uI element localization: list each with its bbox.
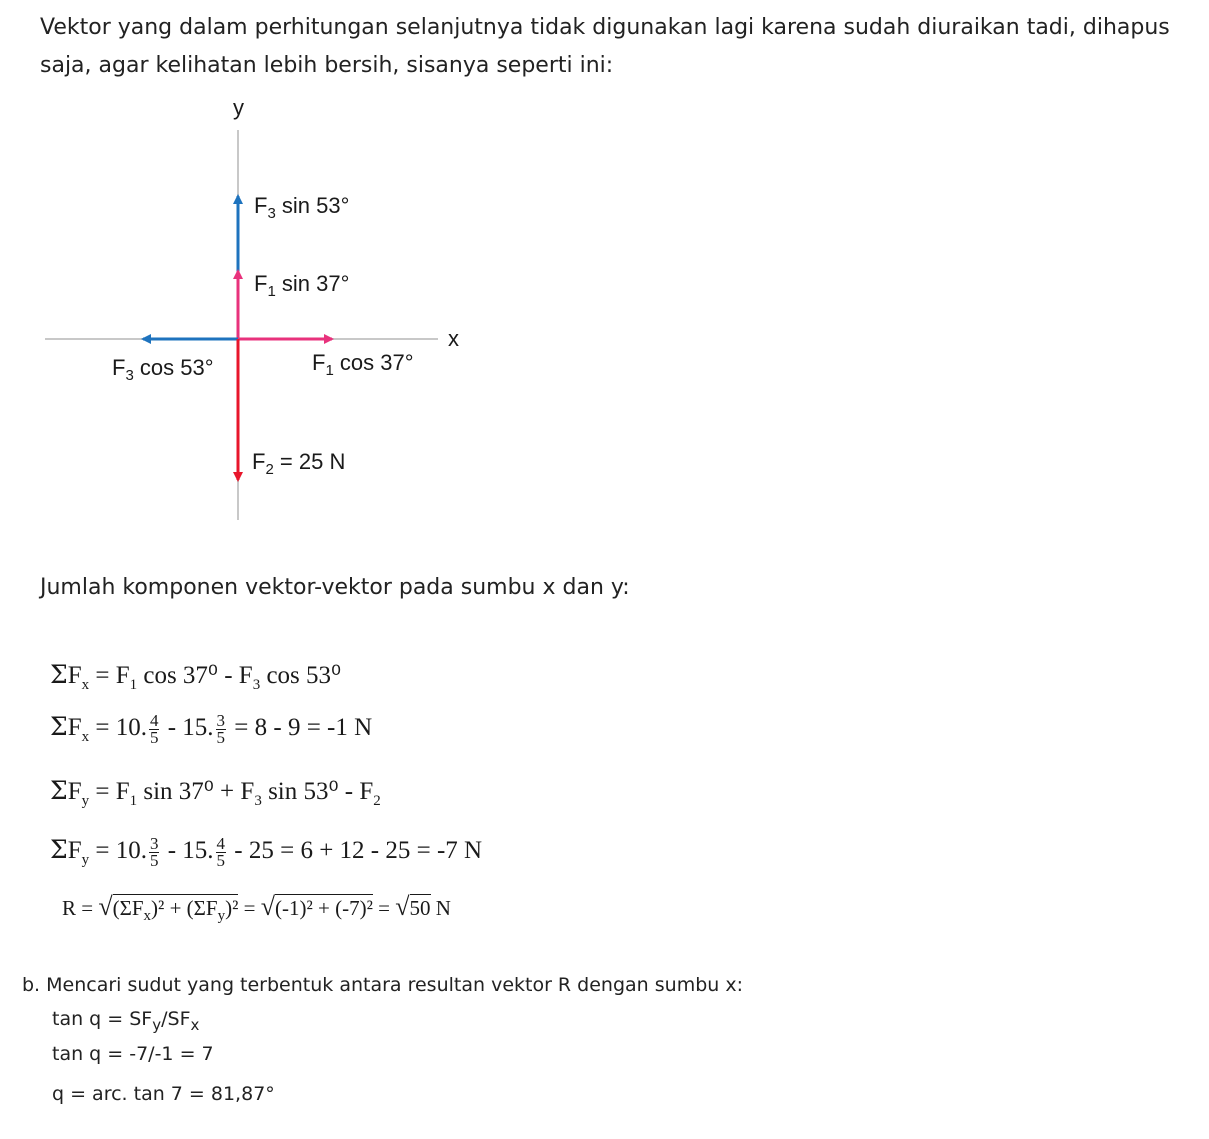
sum-heading: Jumlah komponen vektor-vektor pada sumbu x dan y: [40,575,630,600]
fraction: $\frac{4}{5}$ [216,833,226,870]
x-axis-label: x [448,326,459,351]
fraction: $\frac{3}{5}$ [216,710,226,747]
part-b-line-3: q = arc. tan 7 = 81,87° [52,1083,275,1105]
equation-sum-fy: $\Sigma F_y = F_1$ $\sin 37^0 + F_3$ $\sin 53^0 - F_2$ [50,776,381,809]
intro-paragraph: Vektor yang dalam perhitungan selanjutnya tidak digunakan lagi karena sudah diuraikan tadi, dihapus saja, agar kelihatan lebih bersih, sisanya seperti ini: [40,15,1170,78]
label-f1-sin: $F_1$ sin 37° [254,271,350,300]
equation-resultant: $R = √(\Sigma F_x)^2 + (\Sigma F_y)^2 = √(-1)^2 + (-7)^2 = √50$ N [62,892,451,925]
sqrt-icon: √ [395,892,410,921]
part-b-line-1: $\tan q = SF_y/SF_x$ [52,1008,200,1034]
equation-sum-fy-values: $\Sigma F_y = 10$. $\frac{3}{5}$ - 15. $\frac{4}{5}$ - 25 = 6 + 12 - 25 = -7 N [50,833,483,870]
part-b-heading: b. Mencari sudut yang terbentuk antara resultan vektor R dengan sumbu x: [22,974,743,996]
y-axis-label: y [233,95,244,120]
fraction: $\frac{3}{5}$ [149,833,159,870]
sqrt-icon: √ [260,892,275,921]
label-f2: $F_2 = 25$ N [252,449,346,478]
vector-diagram [0,90,480,530]
label-f3-sin: $F_3$ sin 53° [254,193,350,222]
label-f1-cos: $F_1$ cos 37° [312,350,414,379]
label-f3-cos: $F_3$ cos 53° [112,355,214,384]
fraction: $\frac{4}{5}$ [149,710,159,747]
sqrt-icon: √ [98,892,113,921]
equation-sum-fx: $\Sigma F_x = F_1$ $\cos 37^0 - F_3$ cos 53⁰ [50,660,342,693]
part-b-line-2: tan q = -7/-1 = 7 [52,1043,214,1065]
equation-sum-fx-values: $\Sigma F_x = 10$. $\frac{4}{5}$ - 15. $\frac{3}{5}$ = 8 - 9 = -1 N [50,710,373,747]
